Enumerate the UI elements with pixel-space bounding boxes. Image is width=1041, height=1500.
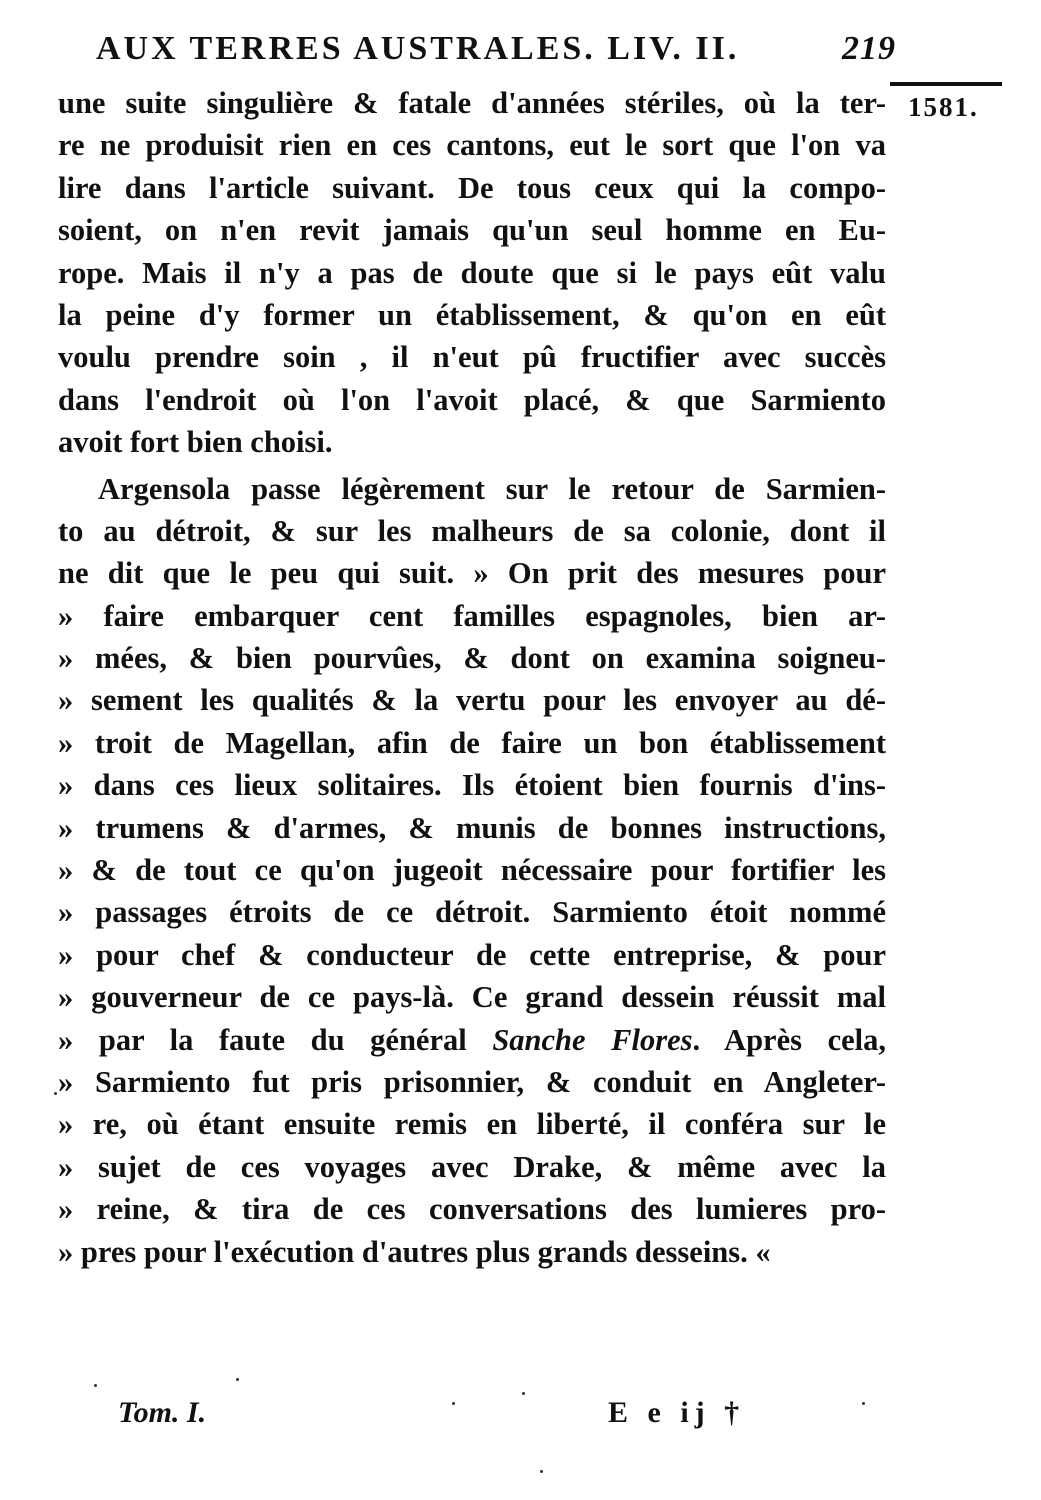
text-line: une suite singulière & fatale d'années stériles, où la ter- (58, 86, 886, 120)
text-line: soient, on n'en revit jamais qu'un seul homme en Eu- (58, 213, 886, 248)
ink-speck (452, 1402, 455, 1405)
text-line: » faire embarquer cent familles espagnoles, bien ar- (58, 598, 886, 633)
text-line: to au détroit, & sur les malheurs de sa colonie, dont il (58, 513, 886, 548)
body-text (58, 82, 886, 1273)
ink-speck (540, 1470, 543, 1473)
text-segment: » par la faute du général (58, 1022, 467, 1057)
text-line: » mées, & bien pourvûes, & dont on examina soigneu- (58, 641, 886, 676)
text-line: re ne produisit rien en ces cantons, eut le sort que l'on va (58, 128, 886, 163)
margin-rule (890, 82, 1002, 86)
text-line: lire dans l'article suivant. De tous ceux qui la compo- (58, 170, 886, 205)
text-line: » Sarmiento fut pris prisonnier, & conduit en Angleter- (58, 1064, 886, 1099)
text-line-with-italic (58, 1019, 886, 1061)
text-line: avoit fort bien choisi. (58, 425, 333, 460)
ink-speck (862, 1402, 865, 1405)
running-head (96, 30, 896, 78)
volume-label: Tom. I. (118, 1396, 207, 1429)
text-line: rope. Mais il n'y a pas de doute que si le pays eût valu (58, 255, 886, 290)
text-line: dans l'endroit où l'on l'avoit placé, & que Sarmiento (58, 382, 886, 417)
ink-speck (54, 1092, 57, 1095)
ink-speck (522, 1392, 525, 1395)
signature-mark: E e ij † (608, 1396, 746, 1429)
text-line: » pres pour l'exécution d'autres plus grands desseins. « (58, 1234, 771, 1269)
text-segment: . Après cela, (692, 1022, 886, 1057)
text-line: la peine d'y former un établissement, & qu'on en eût (58, 297, 886, 332)
text-line: Argensola passe légèrement sur le retour de Sarmien- (98, 471, 886, 506)
text-line: ne dit que le peu qui suit. » On prit des mesures pour (58, 556, 886, 591)
text-line: » passages étroits de ce détroit. Sarmiento étoit nommé (58, 895, 886, 930)
text-line: » pour chef & conducteur de cette entreprise, & pour (58, 937, 886, 972)
text-line: » dans ces lieux solitaires. Ils étoient bien fournis d'ins- (58, 768, 886, 803)
margin-year-note: 1581. (908, 92, 979, 122)
text-line: » reine, & tira de ces conversations des lumieres pro- (58, 1192, 886, 1227)
text-line: » gouverneur de ce pays-là. Ce grand dessein réussit mal (58, 980, 886, 1015)
text-line: » troit de Magellan, afin de faire un bon établissement (58, 725, 886, 760)
page-footer (0, 1396, 1041, 1446)
page-number: 219 (842, 30, 896, 67)
text-line: » sujet de ces voyages avec Drake, & même avec la (58, 1149, 886, 1184)
italic-name: Sanche Flores (492, 1022, 693, 1057)
text-line: » trumens & d'armes, & munis de bonnes instructions, (58, 810, 886, 845)
ink-speck (236, 1378, 239, 1381)
running-head-title: AUX TERRES AUSTRALES. LIV. II. (96, 30, 740, 67)
text-line: » & de tout ce qu'on jugeoit nécessaire pour fortifier les (58, 853, 886, 888)
text-line: » re, où étant ensuite remis en liberté, il conféra sur le (58, 1107, 886, 1142)
text-line: voulu prendre soin , il n'eut pû fructifier avec succès (58, 340, 886, 375)
ink-speck (94, 1384, 97, 1387)
text-line: » sement les qualités & la vertu pour les envoyer au dé- (58, 683, 886, 718)
